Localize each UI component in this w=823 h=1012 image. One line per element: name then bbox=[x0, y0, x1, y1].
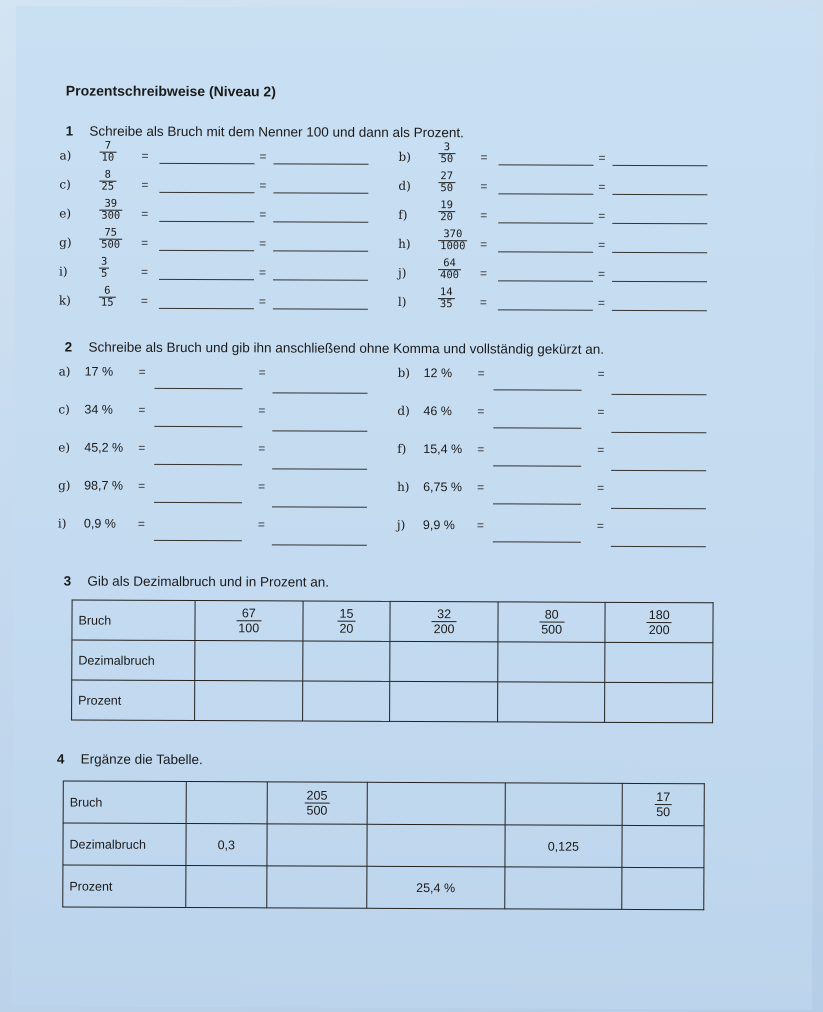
equals-sign: = bbox=[477, 404, 485, 419]
fraction-numerator: 205 bbox=[306, 788, 328, 803]
task3-fraction bbox=[337, 607, 355, 636]
fraction-numerator: 67 bbox=[241, 606, 256, 621]
task3-row-prozent bbox=[72, 680, 713, 723]
answer-blank[interactable] bbox=[493, 464, 581, 466]
equals-sign: = bbox=[137, 516, 145, 531]
task3-fraction-cell bbox=[498, 602, 606, 642]
task2-heading bbox=[65, 339, 604, 356]
fraction-numerator: 15 bbox=[339, 606, 354, 621]
task3-answer-cell[interactable] bbox=[498, 642, 606, 682]
fraction-denominator: 20 bbox=[337, 621, 355, 636]
worksheet-title: Prozentschreibweise (Niveau 2) bbox=[65, 82, 276, 100]
answer-blank[interactable] bbox=[493, 502, 581, 504]
fraction-denominator: 5 bbox=[100, 267, 108, 280]
task2-item-label: g) bbox=[58, 478, 71, 493]
task1-heading bbox=[66, 123, 464, 140]
answer-blank[interactable] bbox=[493, 540, 581, 542]
answer-blank[interactable] bbox=[498, 163, 593, 165]
answer-blank[interactable] bbox=[154, 501, 242, 503]
task2-item-label: f) bbox=[397, 441, 407, 456]
task1-fraction bbox=[99, 170, 116, 193]
task3-fraction bbox=[539, 608, 564, 637]
fraction-denominator: 1000 bbox=[440, 240, 466, 253]
task1-fraction bbox=[438, 200, 455, 223]
equals-sign: = bbox=[598, 179, 606, 194]
task2-item-label: c) bbox=[58, 402, 70, 417]
equals-sign: = bbox=[598, 237, 606, 252]
task1-item-label: j) bbox=[397, 265, 407, 280]
answer-blank[interactable] bbox=[272, 429, 367, 431]
task4-prozent-cell[interactable] bbox=[266, 866, 367, 908]
task4-label-dezimal: Dezimalbruch bbox=[63, 823, 186, 866]
task3-fraction-cell bbox=[390, 601, 498, 641]
task2-number: 2 bbox=[64, 339, 73, 355]
task1-fraction bbox=[99, 257, 109, 280]
fraction-denominator: 15 bbox=[100, 296, 114, 309]
equals-sign: = bbox=[259, 178, 267, 193]
equals-sign: = bbox=[598, 208, 606, 223]
fraction-numerator: 3 bbox=[443, 141, 451, 154]
fraction-denominator: 300 bbox=[101, 209, 121, 222]
equals-sign: = bbox=[259, 149, 267, 164]
equals-sign: = bbox=[138, 402, 146, 417]
fraction-numerator: 6 bbox=[104, 284, 111, 297]
answer-blank[interactable] bbox=[611, 431, 706, 433]
equals-sign: = bbox=[479, 295, 487, 310]
task2-percent-value: 34 % bbox=[84, 402, 113, 417]
fraction-numerator: 32 bbox=[437, 607, 452, 622]
task1-item-label: h) bbox=[398, 236, 411, 251]
answer-blank[interactable] bbox=[612, 193, 707, 195]
answer-blank[interactable] bbox=[612, 309, 707, 311]
task1-fraction bbox=[99, 286, 116, 309]
task2-percent-value: 15,4 % bbox=[423, 442, 463, 457]
task3-fraction-cell bbox=[195, 601, 303, 641]
task4-bruch-cell[interactable] bbox=[505, 783, 623, 826]
fraction-numerator: 14 bbox=[439, 286, 453, 299]
equals-sign: = bbox=[597, 266, 606, 281]
task1-fraction bbox=[99, 228, 122, 251]
task1-instruction: Schreibe als Bruch mit dem Nenner 100 und dann als Prozent. bbox=[89, 123, 464, 141]
fraction-numerator: 39 bbox=[104, 197, 118, 210]
task1-item-label: d) bbox=[398, 178, 411, 193]
task4-prozent-cell[interactable]: 25,4 % bbox=[367, 866, 505, 909]
task3-fraction bbox=[236, 606, 261, 635]
task2-instruction: Schreibe als Bruch und gib ihn anschließend ohne Komma und vollständig gekürzt an. bbox=[88, 339, 605, 357]
task1-fraction bbox=[438, 287, 455, 310]
answer-blank[interactable] bbox=[611, 545, 706, 547]
fraction-numerator: 27 bbox=[440, 170, 454, 183]
answer-blank[interactable] bbox=[154, 463, 242, 465]
answer-blank[interactable] bbox=[498, 279, 593, 281]
answer-blank[interactable] bbox=[611, 469, 706, 471]
answer-blank[interactable] bbox=[154, 425, 242, 427]
task2-percent-value: 12 % bbox=[423, 366, 453, 381]
equals-sign: = bbox=[141, 177, 149, 192]
answer-blank[interactable] bbox=[612, 280, 707, 282]
task1-item-label: g) bbox=[59, 235, 72, 250]
answer-blank[interactable] bbox=[611, 393, 706, 395]
equals-sign: = bbox=[141, 235, 149, 250]
answer-blank[interactable] bbox=[159, 307, 254, 309]
task4-dezimal-cell[interactable] bbox=[622, 825, 704, 867]
fraction-numerator: 17 bbox=[656, 790, 671, 805]
answer-blank[interactable] bbox=[159, 191, 254, 193]
task2-percent-value: 17 % bbox=[84, 364, 114, 379]
answer-blank[interactable] bbox=[159, 220, 254, 222]
equals-sign: = bbox=[598, 150, 606, 165]
task3-answer-cell[interactable] bbox=[302, 641, 390, 681]
answer-blank[interactable] bbox=[154, 539, 242, 541]
task4-bruch-cell[interactable] bbox=[186, 782, 267, 824]
task3-table bbox=[71, 600, 714, 724]
task4-row-dezimal bbox=[63, 823, 704, 868]
fraction-numerator: 75 bbox=[104, 226, 118, 239]
fraction-numerator: 64 bbox=[443, 257, 456, 270]
task1-item-label: f) bbox=[398, 207, 408, 222]
fraction-denominator: 35 bbox=[439, 298, 453, 311]
task3-row-bruch bbox=[72, 600, 713, 643]
task4-fraction bbox=[654, 790, 672, 819]
task1-item-label: b) bbox=[398, 149, 411, 164]
task3-answer-cell[interactable] bbox=[605, 682, 713, 722]
task4-dezimal-cell[interactable] bbox=[367, 824, 505, 867]
task3-fraction-cell bbox=[302, 601, 390, 641]
task2-item-label: j) bbox=[396, 517, 406, 532]
fraction-denominator: 400 bbox=[439, 269, 460, 282]
equals-sign: = bbox=[477, 442, 485, 457]
answer-blank[interactable] bbox=[272, 543, 367, 545]
answer-blank[interactable] bbox=[498, 308, 593, 310]
equals-sign: = bbox=[258, 479, 266, 494]
fraction-denominator: 500 bbox=[304, 803, 329, 818]
task3-answer-cell[interactable] bbox=[302, 681, 390, 721]
equals-sign: = bbox=[258, 441, 266, 456]
fraction-numerator: 7 bbox=[104, 139, 112, 152]
task4-label-bruch: Bruch bbox=[63, 781, 186, 824]
answer-blank[interactable] bbox=[498, 221, 593, 223]
task3-answer-cell[interactable] bbox=[390, 641, 498, 681]
fraction-denominator: 50 bbox=[440, 153, 454, 166]
equals-sign: = bbox=[477, 480, 485, 495]
task3-label-dezimal: Dezimalbruch bbox=[72, 640, 195, 681]
equals-sign: = bbox=[597, 480, 605, 495]
equals-sign: = bbox=[480, 150, 488, 165]
task4-prozent-cell[interactable] bbox=[186, 866, 267, 908]
task1-item-label: k) bbox=[58, 293, 71, 308]
equals-sign: = bbox=[257, 517, 265, 532]
equals-sign: = bbox=[258, 403, 266, 418]
task2-percent-value: 0,9 % bbox=[83, 516, 116, 531]
task1-fraction bbox=[438, 229, 467, 252]
answer-blank[interactable] bbox=[273, 307, 368, 309]
task3-instruction: Gib als Dezimalbruch und in Prozent an. bbox=[87, 573, 330, 590]
equals-sign: = bbox=[258, 265, 267, 280]
equals-sign: = bbox=[141, 206, 149, 221]
task3-fraction bbox=[647, 608, 672, 637]
fraction-denominator: 200 bbox=[647, 622, 672, 637]
answer-blank[interactable] bbox=[273, 162, 368, 164]
fraction-numerator: 19 bbox=[440, 199, 454, 212]
fraction-denominator: 50 bbox=[654, 804, 672, 819]
task3-answer-cell[interactable] bbox=[195, 681, 303, 721]
task3-fraction bbox=[432, 607, 457, 636]
equals-sign: = bbox=[140, 264, 149, 279]
answer-blank[interactable] bbox=[273, 220, 368, 222]
task3-label-bruch: Bruch bbox=[72, 600, 195, 641]
task4-bruch-cell[interactable] bbox=[622, 783, 704, 825]
task4-heading bbox=[57, 751, 203, 767]
task3-answer-cell[interactable] bbox=[497, 682, 605, 722]
answer-blank[interactable] bbox=[612, 222, 707, 224]
answer-blank[interactable] bbox=[611, 507, 706, 509]
task1-fraction bbox=[99, 141, 116, 164]
task4-number: 4 bbox=[56, 751, 65, 767]
fraction-denominator: 200 bbox=[432, 621, 457, 636]
answer-blank[interactable] bbox=[273, 191, 368, 193]
task2-item-label: a) bbox=[58, 364, 71, 379]
task1-fraction bbox=[438, 171, 455, 194]
task4-bruch-cell[interactable] bbox=[367, 782, 505, 825]
equals-sign: = bbox=[480, 237, 488, 252]
answer-blank[interactable] bbox=[493, 426, 581, 428]
equals-sign: = bbox=[597, 366, 605, 381]
task3-answer-cell[interactable] bbox=[195, 641, 303, 681]
answer-blank[interactable] bbox=[159, 162, 254, 164]
equals-sign: = bbox=[138, 440, 146, 455]
answer-blank[interactable] bbox=[612, 164, 707, 166]
answer-blank[interactable] bbox=[612, 251, 707, 253]
fraction-denominator: 500 bbox=[101, 238, 121, 251]
equals-sign: = bbox=[596, 518, 604, 533]
worksheet-page bbox=[12, 6, 816, 1009]
task4-label-prozent: Prozent bbox=[63, 865, 186, 908]
task3-number: 3 bbox=[63, 573, 72, 589]
task2-item-label: e) bbox=[58, 440, 71, 455]
fraction-denominator: 25 bbox=[101, 180, 115, 193]
task4-fraction bbox=[304, 789, 329, 818]
equals-sign: = bbox=[258, 294, 266, 309]
answer-blank[interactable] bbox=[498, 192, 593, 194]
task2-percent-value: 45,2 % bbox=[84, 440, 124, 455]
task1-fraction bbox=[438, 142, 455, 165]
task4-dezimal-cell[interactable]: 0,125 bbox=[505, 825, 623, 868]
answer-blank[interactable] bbox=[272, 467, 367, 469]
task1-number: 1 bbox=[65, 123, 74, 139]
equals-sign: = bbox=[597, 404, 605, 419]
task2-item-label: h) bbox=[397, 479, 410, 494]
task4-bruch-cell[interactable] bbox=[267, 782, 368, 824]
equals-sign: = bbox=[597, 442, 605, 457]
task1-item-label: c) bbox=[59, 177, 71, 192]
equals-sign: = bbox=[480, 179, 488, 194]
task4-row-prozent bbox=[63, 865, 704, 910]
task3-heading bbox=[64, 573, 329, 589]
task2-percent-value: 46 % bbox=[423, 404, 452, 419]
task4-dezimal-cell[interactable] bbox=[267, 824, 368, 866]
answer-blank[interactable] bbox=[159, 278, 254, 280]
task3-fraction-cell bbox=[605, 602, 713, 642]
task2-item-label: d) bbox=[397, 403, 410, 418]
fraction-numerator: 3 bbox=[101, 255, 108, 268]
fraction-denominator: 50 bbox=[440, 182, 454, 195]
fraction-numerator: 8 bbox=[104, 168, 111, 181]
equals-sign: = bbox=[140, 293, 148, 308]
equals-sign: = bbox=[138, 364, 146, 379]
equals-sign: = bbox=[258, 365, 266, 380]
fraction-numerator: 80 bbox=[544, 607, 559, 622]
task4-instruction: Ergänze die Tabelle. bbox=[80, 751, 203, 768]
task2-item-label: i) bbox=[57, 516, 67, 531]
equals-sign: = bbox=[480, 208, 488, 223]
task2-percent-value: 6,75 % bbox=[423, 480, 463, 495]
equals-sign: = bbox=[259, 236, 267, 251]
answer-blank[interactable] bbox=[272, 505, 367, 507]
task1-item-label: i) bbox=[58, 264, 68, 279]
task1-fraction bbox=[438, 258, 461, 281]
fraction-denominator: 20 bbox=[440, 211, 453, 224]
task2-percent-value: 9,9 % bbox=[422, 518, 455, 533]
task3-label-prozent: Prozent bbox=[72, 680, 195, 721]
answer-blank[interactable] bbox=[494, 388, 582, 390]
task3-row-dezimal bbox=[72, 640, 713, 683]
task3-answer-cell[interactable] bbox=[390, 681, 498, 721]
task3-answer-cell[interactable] bbox=[605, 642, 713, 682]
answer-blank[interactable] bbox=[273, 249, 368, 251]
equals-sign: = bbox=[476, 518, 484, 533]
fraction-numerator: 370 bbox=[443, 228, 463, 241]
equals-sign: = bbox=[479, 266, 488, 281]
answer-blank[interactable] bbox=[498, 250, 593, 252]
fraction-denominator: 10 bbox=[101, 151, 115, 164]
fraction-numerator: 180 bbox=[648, 608, 670, 623]
fraction-denominator: 500 bbox=[539, 622, 564, 637]
task1-item-label: l) bbox=[397, 294, 407, 309]
task4-row-bruch bbox=[63, 781, 704, 826]
task2-percent-value: 98,7 % bbox=[84, 478, 124, 493]
answer-blank[interactable] bbox=[273, 278, 368, 280]
fraction-denominator: 100 bbox=[236, 620, 261, 635]
equals-sign: = bbox=[477, 366, 485, 381]
answer-blank[interactable] bbox=[159, 249, 254, 251]
task1-fraction bbox=[99, 199, 122, 222]
answer-blank[interactable] bbox=[272, 391, 367, 393]
answer-blank[interactable] bbox=[155, 387, 243, 389]
equals-sign: = bbox=[259, 207, 267, 222]
task4-table bbox=[62, 780, 705, 910]
task4-dezimal-cell[interactable]: 0,3 bbox=[186, 824, 267, 866]
task4-prozent-cell[interactable] bbox=[622, 867, 704, 909]
equals-sign: = bbox=[141, 148, 149, 163]
task1-item-label: e) bbox=[59, 206, 72, 221]
equals-sign: = bbox=[138, 478, 146, 493]
task2-item-label: b) bbox=[397, 365, 410, 380]
task4-prozent-cell[interactable] bbox=[504, 867, 622, 910]
equals-sign: = bbox=[597, 295, 605, 310]
task1-item-label: a) bbox=[59, 148, 72, 163]
